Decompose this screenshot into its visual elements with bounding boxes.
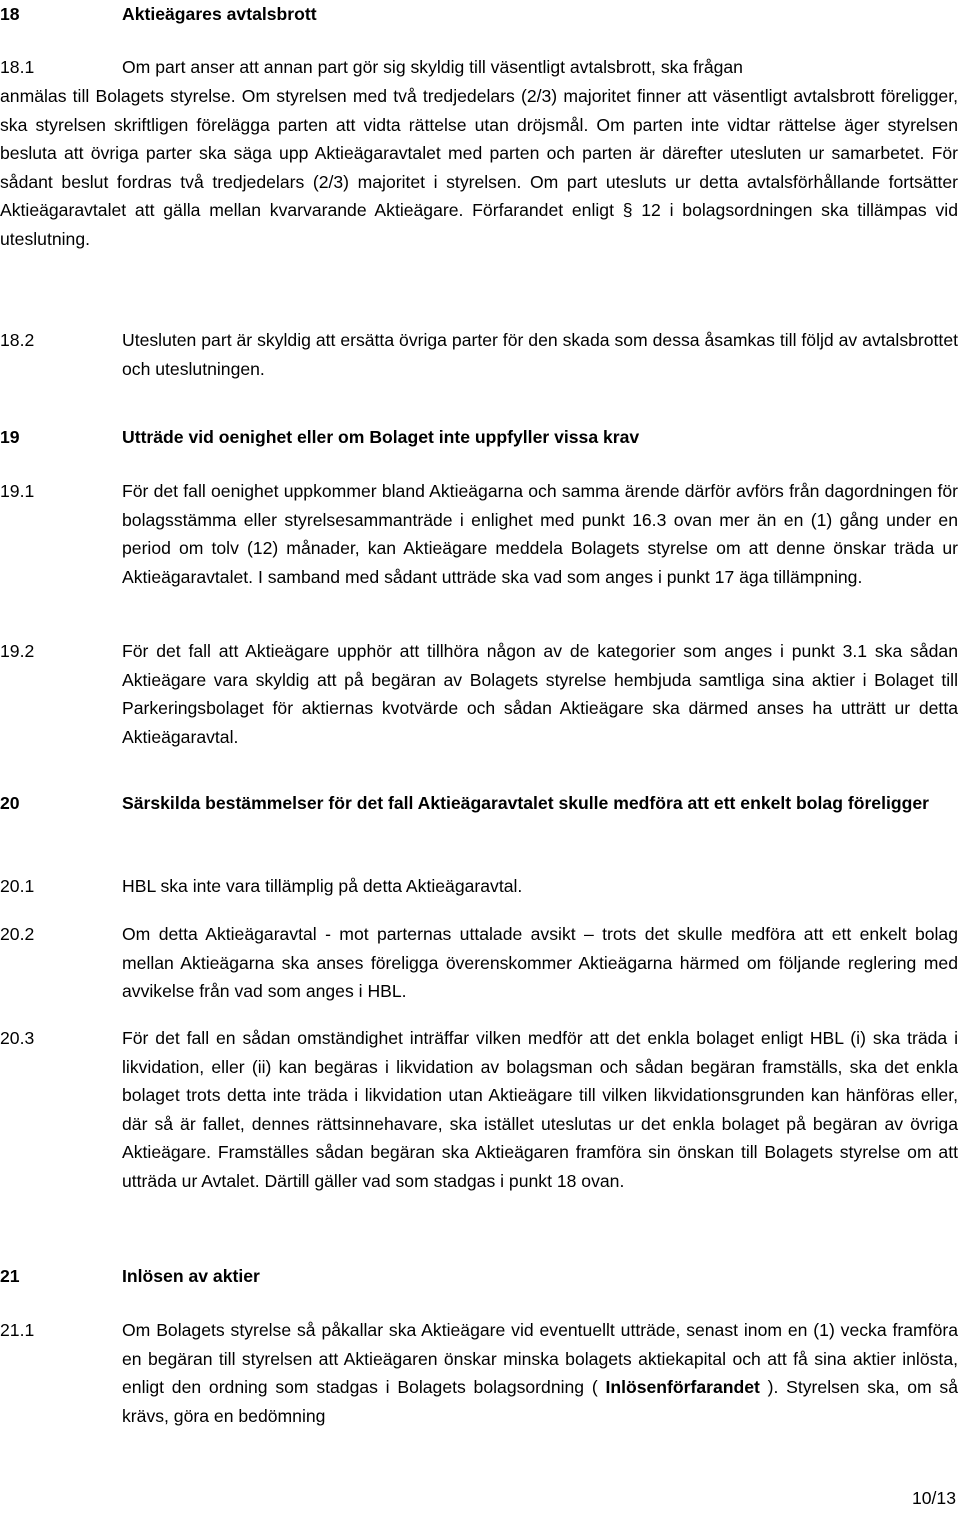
clause-text: HBL ska inte vara tillämplig på detta Aktieägaravtal. — [122, 876, 523, 896]
clause-number: 21.1 — [0, 1320, 35, 1340]
clause-text: För det fall en sådan omständighet inträffar vilken medför att det enkla bolaget enligt HBL (i) ska träda i likvidation, eller (ii) kan begäras i likvidation av bolagsman och sådan begäran framställs, ska det enkla bolaget trots detta inte träda i likvidation utan Aktieägare till vilken likvidationsgrunden kan hänföras eller, där så är fallet, dennes rättsinnehavare, ska istället uteslutas ur det enkla bolaget på begäran av övriga Aktieägare. Framställes sådan begäran ska Aktieägaren framföra sin önskan till Bolagets styrelse om att utträda ur Avtalet. Därtill gäller vad som stadgas i punkt 18 ovan. — [122, 1028, 958, 1191]
section-number: 20 — [0, 793, 20, 813]
defined-term: Inlösenförfarandet — [605, 1377, 760, 1398]
clause-number: 19.2 — [0, 641, 35, 661]
section-number: 18 — [0, 4, 20, 24]
section-title: Särskilda bestämmelser för det fall Aktieägaravtalet skulle medföra att ett enkelt bolag föreligger — [122, 793, 929, 813]
clause-text: anmälas till Bolagets styrelse. Om styrelsen med två tredjedelars (2/3) majoritet finner att väsentligt avtalsbrott föreligger, ska styrelsen skriftligen förelägga parten att vidta rättelse utan dröjsmål. Om parten inte vidtar rättelse äger styrelsen besluta att övriga parter ska säga upp Aktieägaravtalet med parten och parten är därefter utesluten ur samarbetet. För sådant beslut fordras två tredjedelars (2/3) majoritet i styrelsen. Om part utesluts ur detta avtalsförhållande fortsätter Aktieägaravtalet att gälla mellan kvarvarande Aktieägare. Förfarandet enligt § 12 i bolagsordningen ska tillämpas vid uteslutning. — [0, 86, 958, 249]
clause-text: Om detta Aktieägaravtal - mot parternas uttalade avsikt – trots det skulle medföra att ett enkelt bolag mellan Aktieägarna ska anses föreligga överenskommer Aktieägarna härmed om följande reglering med avvikelse från vad som anges i HBL. — [122, 924, 958, 1002]
clause-text: Utesluten part är skyldig att ersätta övriga parter för den skada som dessa åsamkas till följd av avtalsbrottet och uteslutningen. — [122, 330, 958, 379]
clause-text-first-line: Om part anser att annan part gör sig skyldig till väsentligt avtalsbrott, ska frågan — [122, 57, 743, 77]
section-title: Utträde vid oenighet eller om Bolaget inte uppfyller vissa krav — [122, 427, 640, 447]
clause-number: 20.3 — [0, 1028, 35, 1048]
clause-number: 18.1 — [0, 57, 35, 77]
section-title: Aktieägares avtalsbrott — [122, 4, 317, 24]
section-number: 21 — [0, 1266, 20, 1286]
clause-number: 19.1 — [0, 481, 35, 501]
clause-text — [122, 1316, 958, 1430]
section-title: Inlösen av aktier — [122, 1266, 260, 1286]
clause-number: 18.2 — [0, 330, 35, 350]
clause-number: 20.1 — [0, 876, 35, 896]
section-number: 19 — [0, 427, 20, 447]
page-number: 10/13 — [911, 1488, 956, 1508]
clause-number: 20.2 — [0, 924, 35, 944]
clause-text-part: Om Bolagets styrelse så påkallar ska Aktieägare vid eventuellt utträde, senast inom en (1) vecka framföra en begäran till styrelsen att Aktieägaren önskar minska bolagets aktiekapital och att få sina aktier inlösta, enligt den ordning som stadgas i Bolagets bolagsordning ( — [122, 1320, 958, 1398]
clause-text: För det fall oenighet uppkommer bland Aktieägarna och samma ärende därför avförs från dagordningen för bolagsstämma eller styrelsesammanträde i enlighet med punkt 16.3 ovan mer än en (1) gång under en period om tolv (12) månader, kan Aktieägare meddela Bolagets styrelse om att denne önskar träda ur Aktieägaravtalet. I samband med sådant utträde ska vad som anges i punkt 17 äga tillämpning. — [122, 481, 958, 587]
clause-text: För det fall att Aktieägare upphör att tillhöra någon av de kategorier som anges i punkt 3.1 ska sådan Aktieägare vara skyldig att på begäran av Bolagets styrelse hembjuda samtliga sina aktier i Bolaget till Parkeringsbolaget för aktiernas kvotvärde och sådan Aktieägare ska därmed anses ha utträtt ur detta Aktieägaravtal. — [122, 641, 958, 747]
clause-text-part: ). Styrelsen ska, om så krävs, göra en bedömning — [122, 1377, 958, 1426]
